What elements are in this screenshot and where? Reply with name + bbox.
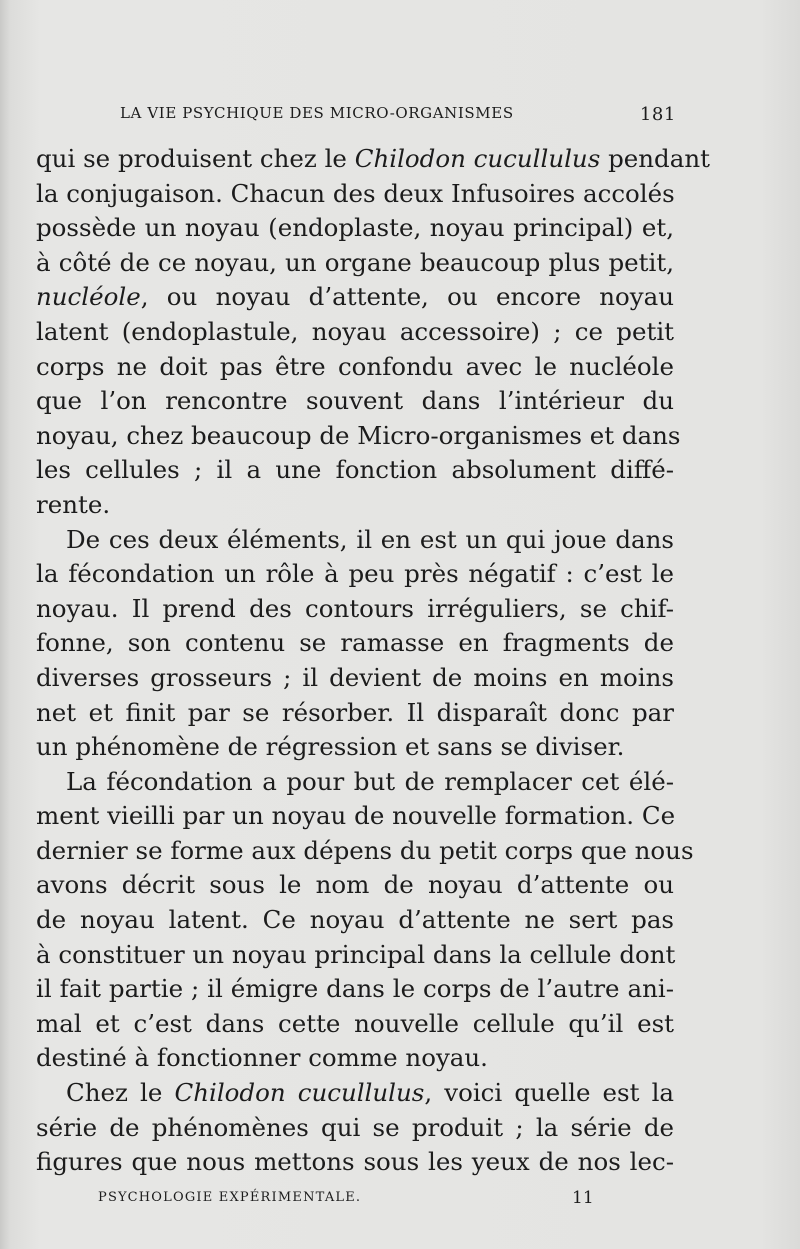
text-line: fonne, son contenu se ramasse en fragments de — [36, 628, 674, 658]
text-line: net et finit par se résorber. Il disparaît donc par — [36, 697, 674, 727]
page-number: 181 — [639, 104, 676, 125]
text-line: ment vieilli par un noyau de nouvelle formation. Ce — [36, 801, 676, 831]
text-line: De ces deux éléments, il en est un qui joue dans — [66, 524, 674, 554]
text-line: rente. — [36, 489, 111, 519]
text-line: de noyau latent. Ce noyau d’attente ne sert pas — [36, 905, 674, 935]
text-line: possède un noyau (endoplaste, noyau principal) et, — [36, 213, 674, 243]
term-nucleole: nucléole — [36, 282, 141, 312]
text-line: la conjugaison. Chacun des deux Infusoires accolés — [36, 178, 675, 208]
text-line: Chez le Chilodon cucullulus, voici quelle est la — [66, 1078, 675, 1108]
text-line: nucléole, ou noyau d’attente, ou encore noyau — [36, 282, 674, 312]
text-line: figures que nous mettons sous les yeux de nos lec- — [36, 1147, 674, 1177]
text-line: un phénomène de régression et sans se diviser. — [36, 732, 625, 762]
text-line: noyau. Il prend des contours irréguliers, se chif- — [36, 593, 674, 623]
running-title: LA VIE PSYCHIQUE DES MICRO-ORGANISMES — [120, 104, 514, 122]
printer-signature — [98, 1188, 598, 1212]
signature-title: PSYCHOLOGIE EXPÉRIMENTALE. — [98, 1190, 362, 1205]
text-line: corps ne doit pas être confondu avec le nucléole — [36, 351, 674, 381]
signature-number: 11 — [572, 1188, 594, 1208]
text-line: noyau, chez beaucoup de Micro-organismes et dans — [36, 420, 681, 450]
text-line: les cellules ; il a une fonction absolument diffé- — [36, 455, 674, 485]
text-line: latent (endoplastule, noyau accessoire) ; ce petit — [36, 316, 674, 346]
species-name: Chilodon cucullulus — [174, 1078, 425, 1108]
body-text — [36, 142, 710, 1180]
text-line: il fait partie ; il émigre dans le corps de l’autre ani- — [36, 974, 674, 1004]
running-head — [120, 104, 680, 130]
text-line: diverses grosseurs ; il devient de moins en moins — [36, 662, 674, 692]
text-line: avons décrit sous le nom de noyau d’attente ou — [36, 870, 674, 900]
text-line: à constituer un noyau principal dans la cellule dont — [36, 939, 676, 969]
text-line: à côté de ce noyau, un organe beaucoup plus petit, — [36, 247, 674, 277]
text-line: destiné à fonctionner comme noyau. — [36, 1043, 488, 1073]
text-line: série de phénomènes qui se produit ; la série de — [36, 1112, 674, 1142]
text-line: La fécondation a pour but de remplacer cet élé- — [66, 766, 674, 796]
text-line: la fécondation un rôle à peu près négatif : c’est le — [36, 559, 674, 589]
text-line: que l’on rencontre souvent dans l’intérieur du — [36, 386, 674, 416]
text-line: mal et c’est dans cette nouvelle cellule qu’il est — [36, 1008, 674, 1038]
species-name: Chilodon cucullulus — [354, 144, 601, 173]
text-line: qui se produisent chez le Chilodon cucullulus pendant — [36, 144, 710, 173]
text-line: dernier se forme aux dépens du petit corps que nous — [36, 835, 694, 865]
